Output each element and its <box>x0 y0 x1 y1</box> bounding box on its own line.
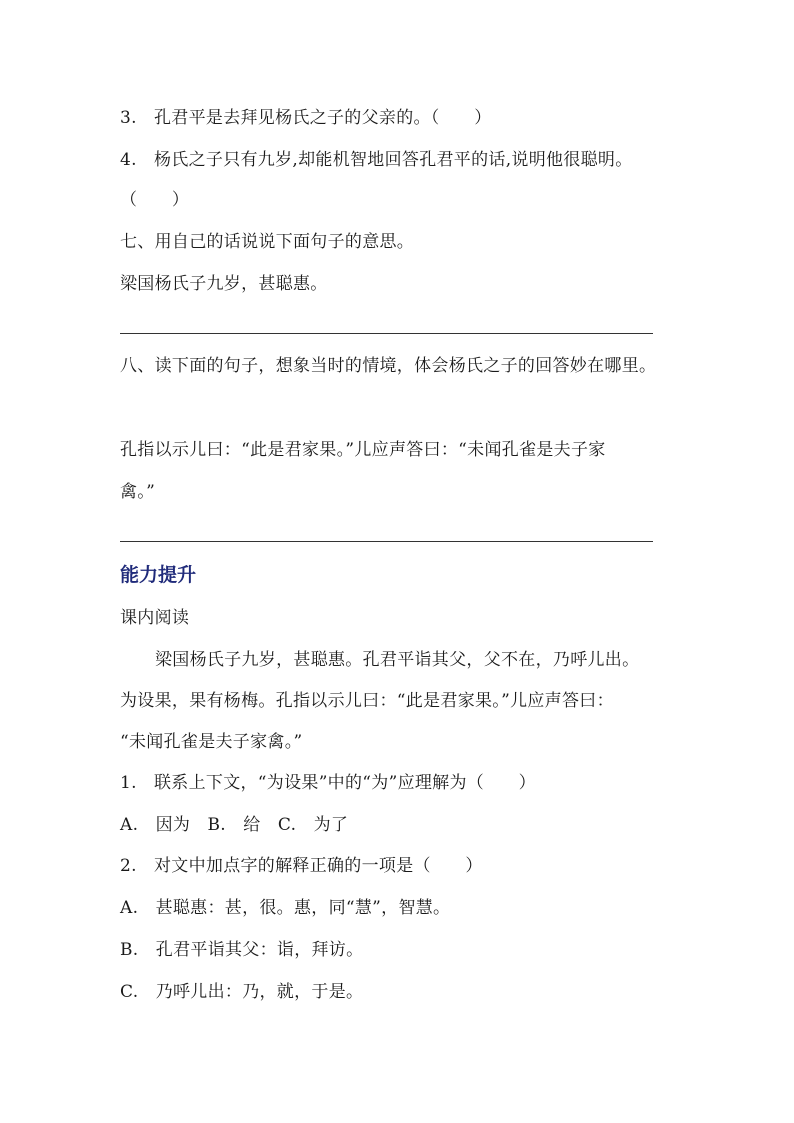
passage-line-1: 梁国杨氏子九岁，甚聪惠。孔君平诣其父，父不在，乃呼儿出。 <box>155 650 640 670</box>
section-8-quote-line-1: 孔指以示儿曰：“此是君家果。”儿应声答曰：“未闻孔雀是夫子家 <box>120 440 606 460</box>
question-1 <box>120 772 536 794</box>
question-4 <box>120 149 633 171</box>
question-2 <box>120 855 483 877</box>
section-7-title: 七、用自己的话说说下面句子的意思。 <box>120 232 415 252</box>
ability-subheading: 课内阅读 <box>120 608 190 628</box>
question-3 <box>120 107 492 129</box>
question-text: 杨氏之子只有九岁,却能机智地回答孔君平的话,说明他很聪明。 <box>154 150 633 170</box>
question-text: 孔君平是去拜见杨氏之子的父亲的。（ ） <box>154 108 492 128</box>
section-8-title: 八、读下面的句子，想象当时的情境，体会杨氏之子的回答妙在哪里。 <box>120 356 657 376</box>
question-number: 4. <box>120 150 137 170</box>
answer-paren: （ ） <box>120 190 190 210</box>
question-1-options: A. 因为 B. 给 C. 为了 <box>120 815 349 835</box>
question-text: 联系上下文，“为设果”中的“为”应理解为（ ） <box>154 773 536 793</box>
answer-line <box>120 541 653 542</box>
question-number: 1. <box>120 773 137 793</box>
question-text: 对文中加点字的解释正确的一项是（ ） <box>154 856 483 876</box>
question-number: 3. <box>120 108 137 128</box>
question-2-option-a: A. 甚聪惠：甚，很。惠，同“慧”，智慧。 <box>120 898 451 918</box>
passage-line-3: “未闻孔雀是夫子家禽。” <box>120 732 303 752</box>
question-number: 2. <box>120 856 137 876</box>
question-2-option-c: C. 乃呼儿出：乃，就，于是。 <box>120 982 364 1002</box>
answer-line <box>120 333 653 334</box>
section-7-sentence: 梁国杨氏子九岁，甚聪惠。 <box>120 274 328 294</box>
passage-line-2: 为设果，果有杨梅。孔指以示儿曰：“此是君家果。”儿应声答曰： <box>120 691 614 711</box>
question-2-option-b: B. 孔君平诣其父：诣，拜访。 <box>120 940 364 960</box>
ability-heading: 能力提升 <box>120 564 197 586</box>
section-8-quote-line-2: 禽。” <box>120 482 156 502</box>
